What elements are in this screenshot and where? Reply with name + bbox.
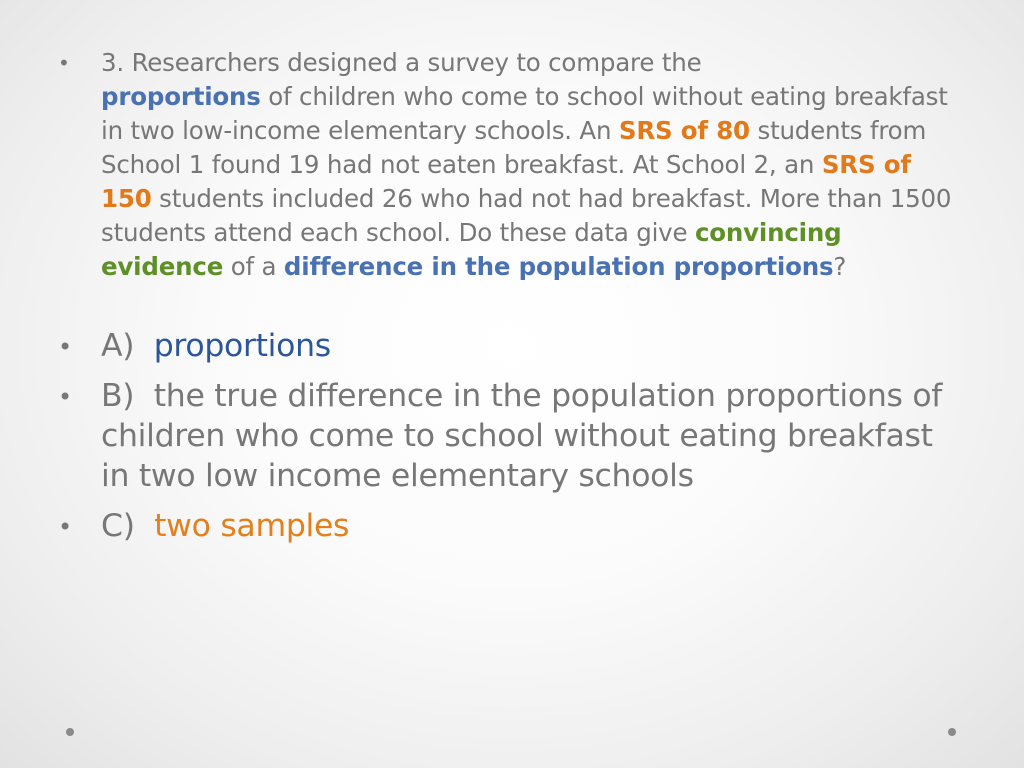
question-text-6: ? [833, 252, 847, 281]
decorative-dot-right [948, 728, 956, 736]
bullet-icon: • [58, 51, 70, 75]
decorative-dot-left [66, 728, 74, 736]
question-number: 3. [101, 48, 124, 77]
highlight-srs-80: SRS of 80 [618, 116, 750, 145]
answer-item-b [58, 376, 958, 496]
answer-label: B) [101, 378, 135, 414]
answer-text: two samples [154, 508, 350, 544]
question-item [58, 46, 958, 284]
question-text-2: of children who come to school without eating breakfast in two low-income elementary schools. An [101, 82, 948, 145]
question-text-1: Researchers designed a survey to compare the [123, 48, 702, 77]
question-text-4: students included 26 who had not had breakfast. More than 1500 students attend each school. Do these data give [101, 184, 952, 247]
bullet-icon: • [58, 333, 72, 361]
answer-item-c [58, 506, 958, 546]
highlight-srs-150: SRS of 150 [101, 150, 911, 213]
answer-text: the true difference in the population proportions of children who come to school without eating breakfast in two low income elementary schools [101, 378, 943, 494]
highlight-proportions: proportions [101, 82, 261, 111]
bullet-icon: • [58, 513, 72, 541]
question-text-5: of a [223, 252, 284, 281]
highlight-difference-population-proportions: difference in the population proportions [283, 252, 834, 281]
answer-label: A) [101, 328, 135, 364]
highlight-convincing-evidence: convincing evidence [101, 218, 842, 281]
bullet-icon: • [58, 383, 72, 411]
answer-label: C) [101, 508, 135, 544]
answer-text: proportions [153, 328, 331, 364]
bullet-list [58, 46, 958, 556]
answer-item-a [58, 326, 958, 366]
question-text-3: students from School 1 found 19 had not eaten breakfast. At School 2, an [101, 116, 927, 179]
